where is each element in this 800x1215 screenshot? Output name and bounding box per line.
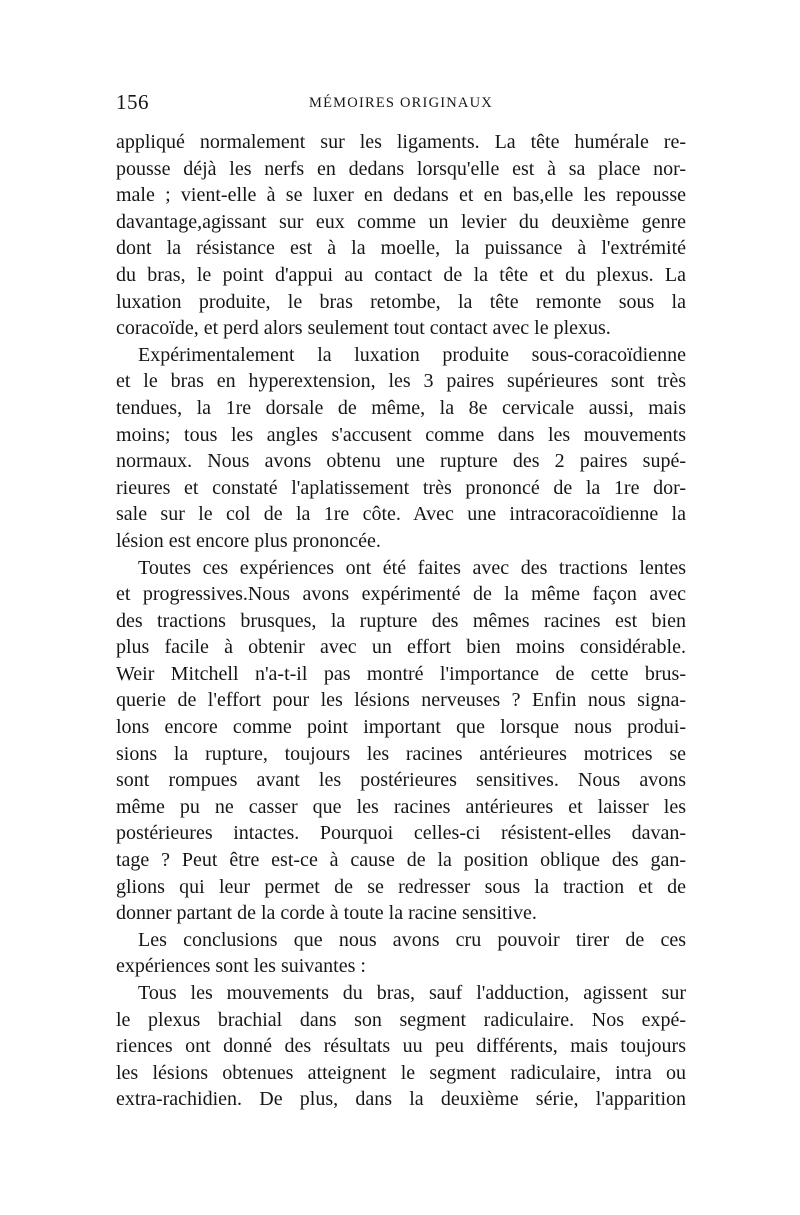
text-line: male ; vient-elle à se luxer en dedans et en bas,elle les repousse (116, 184, 686, 207)
text-line: glions qui leur permet de se redresser sous la traction et de (116, 875, 686, 898)
page-header (116, 90, 686, 120)
text-line: coracoïde, et perd alors seulement tout contact avec le plexus. (116, 317, 611, 340)
text-line: rieures et constaté l'aplatissement très prononcé de la 1re dor- (116, 476, 686, 499)
text-line: les lésions obtenues atteignent le segment radiculaire, intra ou (116, 1061, 686, 1084)
text-line: lons encore comme point important que lorsque nous produi- (116, 716, 686, 739)
text-line: davantage,agissant sur eux comme un levier du deuxième genre (116, 210, 686, 233)
paragraph-first-line: Tous les mouvements du bras, sauf l'adduction, agissent sur (138, 982, 686, 1004)
text-line: pousse déjà les nerfs en dedans lorsqu'elle est à sa place nor- (116, 157, 686, 180)
text-line: luxation produite, le bras retombe, la tête remonte sous la (116, 290, 686, 313)
running-title: MÉMOIRES ORIGINAUX (309, 95, 493, 111)
text-line: lésion est encore plus prononcée. (116, 529, 381, 552)
paragraph-first-line: Expérimentalement la luxation produite sous-coracoïdienne (138, 343, 686, 366)
text-line: appliqué normalement sur les ligaments. La tête humérale re- (116, 131, 686, 153)
paragraph-first-line: Toutes ces expériences ont été faites avec des tractions lentes (138, 556, 686, 579)
text-line: tage ? Peut être est-ce à cause de la position oblique des gan- (116, 849, 686, 872)
body-text (116, 129, 686, 1113)
text-line: tendues, la 1re dorsale de même, la 8e cervicale aussi, mais (116, 396, 686, 419)
text-line: normaux. Nous avons obtenu une rupture des 2 paires supé- (116, 450, 686, 473)
text-line: des tractions brusques, la rupture des mêmes racines est bien (116, 609, 686, 632)
text-line: querie de l'effort pour les lésions nerveuses ? Enfin nous signa- (116, 689, 686, 712)
text-line: postérieures intactes. Pourquoi celles-ci résistent-elles davan- (116, 822, 686, 845)
text-line: Weir Mitchell n'a-t-il pas montré l'importance de cette brus- (116, 662, 686, 685)
text-line: expériences sont les suivantes : (116, 955, 366, 978)
text-line: sont rompues avant les postérieures sensitives. Nous avons (116, 769, 686, 792)
text-line: sions la rupture, toujours les racines antérieures motrices se (116, 742, 686, 765)
text-line: dont la résistance est à la moelle, la puissance à l'extrémité (116, 237, 686, 260)
text-line: du bras, le point d'appui au contact de la tête et du plexus. La (116, 263, 686, 286)
text-line: et le bras en hyperextension, les 3 paires supérieures sont très (116, 370, 686, 393)
text-line: donner partant de la corde à toute la racine sensitive. (116, 902, 537, 925)
page-number: 156 (116, 90, 149, 114)
text-line: même pu ne casser que les racines antérieures et laisser les (116, 795, 686, 818)
text-line: plus facile à obtenir avec un effort bien moins considérable. (116, 636, 686, 659)
paragraph-first-line: Les conclusions que nous avons cru pouvoir tirer de ces (138, 928, 686, 951)
text-line: extra-rachidien. De plus, dans la deuxième série, l'apparition (116, 1088, 686, 1111)
text-line: sale sur le col de la 1re côte. Avec une intracoracoïdienne la (116, 503, 686, 526)
text-line: le plexus brachial dans son segment radiculaire. Nos expé- (116, 1008, 686, 1031)
text-line: riences ont donné des résultats uu peu différents, mais toujours (116, 1035, 686, 1058)
text-line: moins; tous les angles s'accusent comme dans les mouvements (116, 423, 686, 446)
text-line: et progressives.Nous avons expérimenté de la même façon avec (116, 583, 686, 606)
